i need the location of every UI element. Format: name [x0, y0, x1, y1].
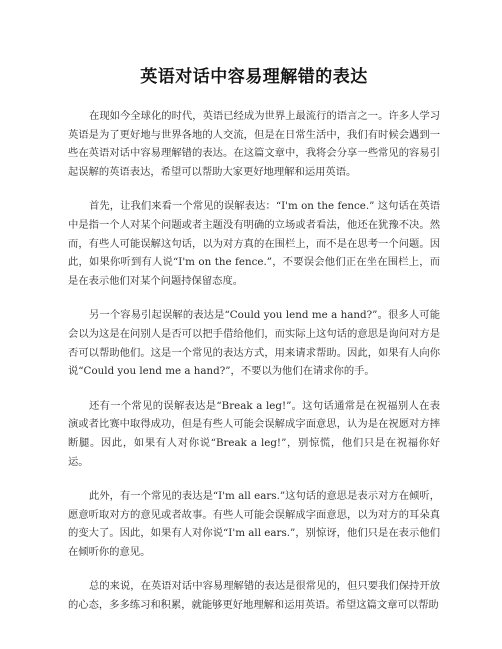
paragraph-lend-a-hand: 另一个容易引起误解的表达是“Could you lend me a hand?”。很多人可能会以为这是在问别人是否可以把手借给他们，而实际上这句话的意思是询问对方是否可以帮助他们。这是一个常见的表达方式，用来请求帮助。因此，如果有人向你说“Could you lend me a hand?”，不要以为他们在请求你的手。	[68, 309, 440, 378]
paragraph-break-a-leg: 还有一个常见的误解表达是“Break a leg!”。这句话通常是在祝福别人在表演或者比赛中取得成功，但是有些人可能会误解成字面意思，认为是在祝愿对方摔断腿。因此，如果有人对你说“Break a leg!”，别惊慌，他们只是在祝福你好运。	[68, 399, 440, 468]
paragraph-intro: 在现如今全球化的时代，英语已经成为世界上最流行的语言之一。许多人学习英语是为了更好地与世界各地的人交流，但是在日常生活中，我们有时候会遇到一些在英语对话中容易理解错的表达。在这篇文章中，我将会分享一些常见的容易引起误解的英语表达，希望可以帮助大家更好地理解和运用英语。	[68, 110, 440, 178]
paragraph-conclusion: 总的来说，在英语对话中容易理解错的表达是很常见的，但只要我们保持开放的心态，多多练习和积累，就能够更好地理解和运用英语。希望这篇文章可以帮助	[68, 580, 440, 612]
paragraph-all-ears: 此外，有一个常见的表达是“I'm all ears.”这句话的意思是表示对方在倾听，愿意听取对方的意见或者故事。有些人可能会误解成字面意思，以为对方的耳朵真的变大了。因此，如果有人对你说“I'm all ears.”，别惊讶，他们只是在表示他们在倾听你的意见。	[68, 490, 440, 558]
document-title: 英语对话中容易理解错的表达	[140, 67, 368, 87]
paragraph-on-the-fence: 首先，让我们来看一个常见的误解表达：“I'm on the fence.” 这句话在英语中是指一个人对某个问题或者主题没有明确的立场或者看法，他还在犹豫不决。然而，有些人可能误解这句话，以为对方真的在围栏上，而不是在思考一个问题。因此，如果你听到有人说“I'm on the fence.”，不要误会他们正在坐在围栏上，而是在表示他们对某个问题持保留态度。	[68, 200, 440, 287]
